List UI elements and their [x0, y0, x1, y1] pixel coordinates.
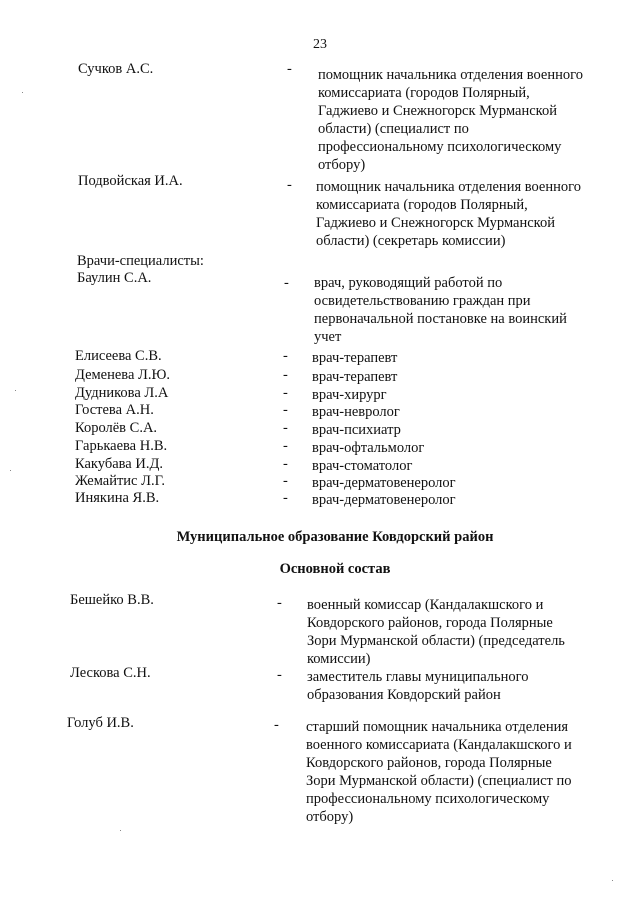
member-name: Подвойская И.А.	[78, 173, 183, 189]
role-line: образования Ковдорский район	[307, 687, 501, 703]
dash: -	[284, 275, 289, 291]
member-name: Голуб И.В.	[67, 715, 134, 731]
role-line: Зори Мурманской области) (специалист по	[306, 773, 572, 789]
dash: -	[283, 367, 288, 383]
role-line: отбору)	[306, 809, 354, 825]
role-line: области) (специалист по	[318, 121, 469, 137]
member-role	[307, 596, 565, 668]
role-line: Зори Мурманской области) (председатель	[307, 633, 565, 649]
doctor-role: врач-невролог	[312, 404, 400, 420]
doctor-role: врач-стоматолог	[312, 458, 413, 474]
role-line: врач, руководящий работой по	[314, 275, 503, 291]
scan-speck	[22, 92, 23, 93]
role-line: помощник начальника отделения военного	[316, 179, 581, 195]
member-role	[314, 274, 567, 346]
role-line: Гаджиево и Снежногорск Мурманской	[318, 103, 557, 119]
doctor-role: врач-офтальмолог	[312, 440, 425, 456]
doctor-name: Какубава И.Д.	[75, 456, 163, 472]
doctor-name: Гостева А.Н.	[75, 402, 154, 418]
role-line: военного комиссариата (Кандалакшского и	[306, 737, 572, 753]
doctor-role: врач-дерматовенеролог	[312, 475, 456, 491]
dash: -	[287, 61, 292, 77]
dash: -	[283, 385, 288, 401]
role-line: заместитель главы муниципального	[307, 669, 529, 685]
member-name: Лескова С.Н.	[70, 665, 151, 681]
dash: -	[277, 595, 282, 611]
role-line: первоначальной постановке на воинский	[314, 311, 567, 327]
doctor-name: Елисеева С.В.	[75, 348, 162, 364]
section-title: Муниципальное образование Ковдорский район	[176, 529, 494, 545]
doctor-role: врач-психиатр	[312, 422, 401, 438]
doctor-name: Жемайтис Л.Г.	[75, 473, 165, 489]
doctor-role: врач-дерматовенеролог	[312, 492, 456, 508]
dash: -	[287, 177, 292, 193]
dash: -	[283, 438, 288, 454]
dash: -	[274, 717, 279, 733]
role-line: комиссариата (городов Полярный,	[318, 85, 530, 101]
dash: -	[283, 420, 288, 436]
doctor-name: Деменева Л.Ю.	[75, 367, 171, 383]
role-line: помощник начальника отделения военного	[318, 67, 583, 83]
subsection-title: Основной состав	[279, 561, 391, 577]
doctor-name: Инякина Я.В.	[75, 490, 160, 506]
scan-speck	[120, 830, 121, 831]
member-name: Сучков А.С.	[78, 61, 154, 77]
dash: -	[277, 667, 282, 683]
role-line: военный комиссар (Кандалакшского и	[307, 597, 544, 613]
dash: -	[283, 490, 288, 506]
doctor-role: врач-терапевт	[312, 350, 398, 366]
role-line: Гаджиево и Снежногорск Мурманской	[316, 215, 555, 231]
dash: -	[283, 402, 288, 418]
scan-speck	[15, 390, 16, 391]
role-line: освидетельствованию граждан при	[314, 293, 531, 309]
role-line: комиссариата (городов Полярный,	[316, 197, 528, 213]
member-role	[318, 66, 583, 174]
scan-speck	[10, 470, 11, 471]
scan-speck	[612, 880, 613, 881]
dash: -	[283, 348, 288, 364]
role-line: Ковдорского районов, города Полярные	[307, 615, 553, 631]
page-number: 23	[313, 37, 327, 52]
doctor-role: врач-терапевт	[312, 369, 398, 385]
role-line: учет	[314, 329, 342, 345]
role-line: отбору)	[318, 157, 366, 173]
role-line: области) (секретарь комиссии)	[316, 233, 506, 249]
specialists-label: Врачи-специалисты:	[77, 253, 204, 269]
member-name: Баулин С.А.	[77, 270, 152, 286]
dash: -	[283, 473, 288, 489]
member-name: Бешейко В.В.	[70, 592, 154, 608]
doctor-name: Дудникова Л.А	[75, 385, 169, 401]
role-line: комиссии)	[307, 651, 371, 667]
doctor-name: Королёв С.А.	[75, 420, 158, 436]
member-role	[316, 178, 581, 250]
role-line: Ковдорского районов, города Полярные	[306, 755, 552, 771]
role-line: профессиональному психологическому	[306, 791, 550, 807]
role-line: профессиональному психологическому	[318, 139, 562, 155]
doctor-role: врач-хирург	[312, 387, 387, 403]
member-role	[306, 718, 572, 826]
doctor-name: Гарькаева Н.В.	[75, 438, 168, 454]
dash: -	[283, 456, 288, 472]
member-role	[307, 668, 529, 704]
role-line: старший помощник начальника отделения	[306, 719, 569, 735]
